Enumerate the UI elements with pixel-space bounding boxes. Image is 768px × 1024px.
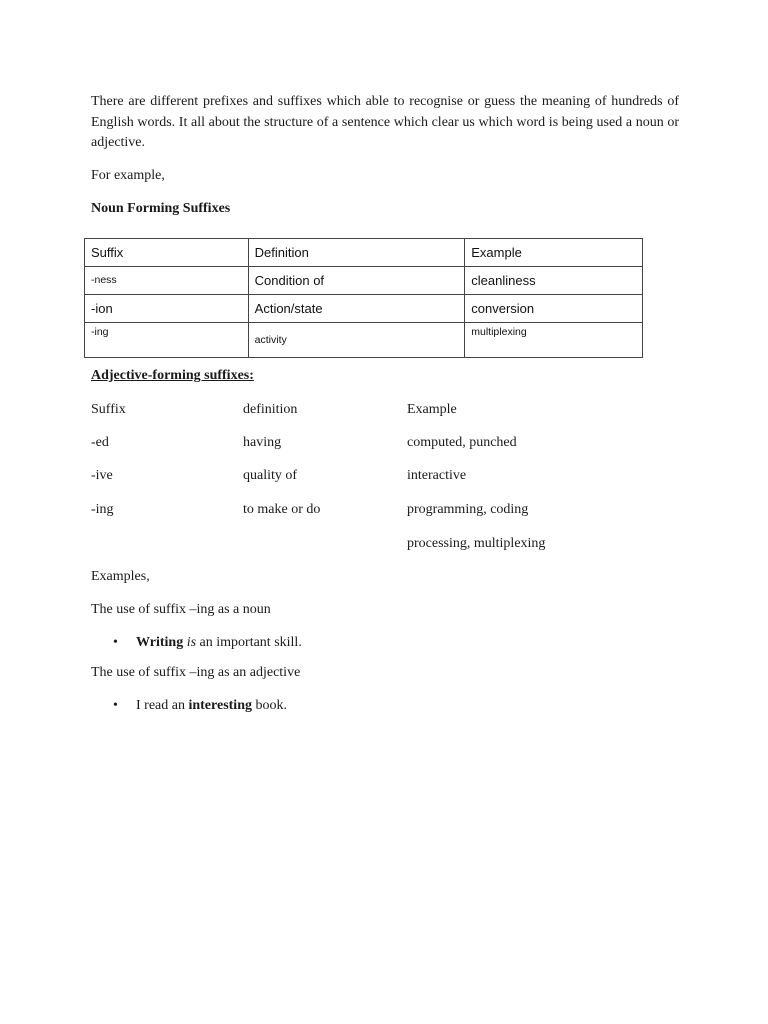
adjective-row (91, 468, 679, 488)
adjective-use-label: The use of suffix –ing as an adjective (91, 665, 301, 680)
noun-example-bold: Writing (136, 635, 184, 650)
noun-suffixes-heading: Noun Forming Suffixes (91, 201, 231, 216)
adjective-example-pre: I read an (136, 698, 185, 713)
table-cell-text: activity (254, 334, 287, 346)
adjective-cell: -ed (91, 435, 109, 450)
table-row (85, 267, 643, 295)
noun-example-rest: an important skill. (199, 635, 302, 650)
adjective-header-cell: Suffix (91, 402, 126, 417)
noun-example-italic: is (186, 635, 197, 650)
examples-label: Examples, (91, 569, 150, 584)
adjective-cell: -ing (91, 502, 114, 517)
table-cell: conversion (465, 295, 643, 323)
table-header-cell: Definition (248, 239, 465, 267)
table-cell: -ness (85, 267, 249, 295)
table-cell (248, 323, 465, 358)
table-row (85, 323, 643, 358)
adjective-example-rest: book. (255, 698, 287, 713)
adjective-cell: to make or do (243, 502, 321, 517)
adjective-row (91, 435, 679, 455)
adjective-example-text (136, 698, 287, 714)
noun-example-text (136, 635, 302, 651)
adjective-example-bold: interesting (188, 698, 252, 713)
table-row (85, 295, 643, 323)
adjective-cell: interactive (407, 468, 467, 483)
adjective-cell: programming, coding (407, 502, 529, 517)
bullet-icon: • (113, 698, 118, 713)
intro-paragraph: There are different prefixes and suffixes which able to recognise or guess the meaning of hundreds of English words. It all about the structure of a sentence which clear us which word is being used a noun or adjective. (91, 94, 679, 150)
table-cell: Condition of (248, 267, 465, 295)
adjective-header-cell: definition (243, 402, 298, 417)
table-header-cell: Suffix (85, 239, 249, 267)
for-example-text: For example, (91, 168, 165, 183)
table-cell: Action/state (248, 295, 465, 323)
bullet-icon: • (113, 635, 118, 650)
table-cell: cleanliness (465, 267, 643, 295)
adjective-row (91, 502, 679, 522)
adjective-row (91, 536, 679, 556)
adjective-cell: computed, punched (407, 435, 517, 450)
table-cell: -ion (85, 295, 249, 323)
adjective-cell: having (243, 435, 282, 450)
adjective-header-cell: Example (407, 402, 457, 417)
adjective-header-row (91, 402, 679, 422)
table-cell (465, 323, 643, 358)
adjective-cell: -ive (91, 468, 113, 483)
noun-use-label: The use of suffix –ing as a noun (91, 602, 271, 617)
table-cell (85, 323, 249, 358)
noun-suffix-table (84, 238, 643, 358)
table-cell-text: multiplexing (471, 326, 527, 338)
adjective-suffixes-heading: Adjective-forming suffixes: (91, 368, 254, 383)
table-cell-text: -ing (91, 326, 109, 338)
table-header-row (85, 239, 643, 267)
adjective-cell: processing, multiplexing (407, 536, 546, 551)
table-header-cell: Example (465, 239, 643, 267)
adjective-cell: quality of (243, 468, 298, 483)
